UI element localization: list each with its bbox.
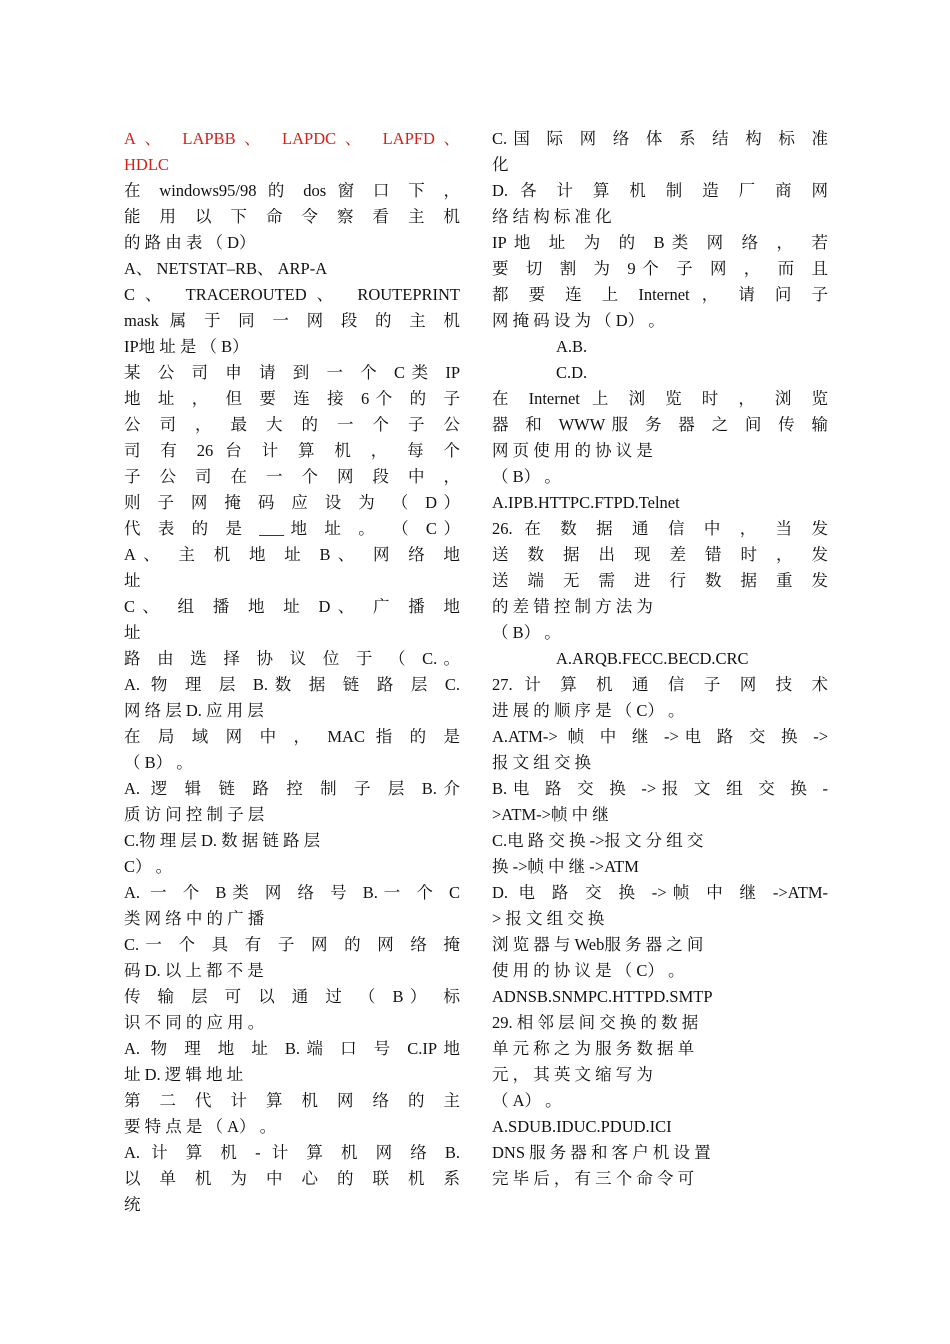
text-line: A、 NETSTAT–RB、 ARP-A — [124, 259, 328, 278]
text-line: 司 有 26 台 计 算 机 ， 每 个 — [124, 441, 460, 460]
text-line: （ B） 。 — [124, 753, 193, 772]
text-line: 在 windows95/98 的 dos 窗 口 下 ， — [124, 181, 460, 200]
text-line: 公 司 ， 最 大 的 一 个 子 公 — [124, 415, 460, 434]
text-line: 单 元 称 之 为 服 务 数 据 单 — [492, 1039, 695, 1058]
text-line: （ B） 。 — [492, 623, 561, 642]
text-line: （ A） 。 — [492, 1091, 562, 1110]
text-line: A. 物 理 地 址 B.端 口 号 C.IP地 — [124, 1039, 460, 1058]
right-text-column — [492, 126, 828, 1192]
text-line: C.电 路 交 换 ->报 文 分 组 交 — [492, 831, 704, 850]
text-line: （ B） 。 — [492, 467, 561, 486]
text-line: 网 掩 码 设 为 （ D） 。 — [492, 311, 665, 330]
text-line: 的 路 由 表 （ D） — [124, 233, 256, 252]
text-line: 代 表 的 是 ___地 址 。 （ C） — [124, 519, 460, 538]
text-line: 送 数 据 出 现 差 错 时 ， 发 — [492, 545, 828, 564]
text-line: 某 公 司 申 请 到 一 个 C类 IP — [124, 363, 460, 382]
text-line: 在 Internet 上 浏 览 时 ， 浏 览 — [492, 389, 828, 408]
text-line: 类 网 络 中 的 广 播 — [124, 909, 265, 928]
text-line: mask 属 于 同 一 网 段 的 主 机 — [124, 311, 460, 330]
text-line: C） 。 — [124, 857, 173, 876]
text-line: 质 访 问 控 制 子 层 — [124, 805, 265, 824]
text-line: 报 文 组 交 换 — [492, 753, 591, 772]
text-line: A. 物 理 层 B.数 据 链 路 层 C. — [124, 675, 460, 694]
text-line: B.电 路 交 换 ->报 文 组 交 换 - — [492, 779, 828, 798]
text-line: A、 主 机 地 址 B、 网 络 地 — [124, 545, 460, 564]
text-line: 换 ->帧 中 继 ->ATM — [492, 857, 639, 876]
text-line: A.ARQB.FECC.BECD.CRC — [556, 649, 749, 668]
text-line: IP地 址 为 的 B类 网 络 ， 若 — [492, 233, 828, 252]
text-line: DNS 服 务 器 和 客 户 机 设 置 — [492, 1143, 711, 1162]
text-line: 子 公 司 在 一 个 网 段 中 ， — [124, 467, 460, 486]
text-line: 第 二 代 计 算 机 网 络 的 主 — [124, 1091, 460, 1110]
text-line: 29. 相 邻 层 间 交 换 的 数 据 — [492, 1013, 699, 1032]
text-line: 地 址 ， 但 要 连 接 6个 的 子 — [124, 389, 460, 408]
text-line: 器 和 WWW服 务 器 之 间 传 输 — [492, 415, 828, 434]
text-line: 都 要 连 上 Internet ， 请 问 子 — [492, 285, 828, 304]
left-text-column — [124, 126, 460, 1218]
text-line: A、 LAPBB、 LAPDC、 LAPFD、 — [124, 129, 460, 148]
text-line: A.SDUB.IDUC.PDUD.ICI — [492, 1117, 672, 1136]
text-line: 在 局 域 网 中 ， MAC 指 的 是 — [124, 727, 460, 746]
text-line: C.一 个 具 有 子 网 的 网 络 掩 — [124, 935, 460, 954]
text-line: 能 用 以 下 命 令 察 看 主 机 — [124, 207, 460, 226]
text-line: 址 — [124, 571, 141, 590]
text-line: 网 页 使 用 的 协 议 是 — [492, 441, 653, 460]
text-line: 以 单 机 为 中 心 的 联 机 系 — [124, 1169, 460, 1188]
text-line: 址 D. 逻 辑 地 址 — [124, 1065, 244, 1084]
text-line: 址 — [124, 623, 141, 642]
text-line: 码 D. 以 上 都 不 是 — [124, 961, 264, 980]
text-line: A. 一 个 B类 网 络 号 B.一 个 C — [124, 883, 460, 902]
text-line: 则 子 网 掩 码 应 设 为 （ D） — [124, 493, 460, 512]
text-line: 化 — [492, 155, 509, 174]
text-line: C.D. — [556, 363, 588, 382]
text-line: > 报 文 组 交 换 — [492, 909, 605, 928]
text-line: 浏 览 器 与 Web服 务 器 之 间 — [492, 935, 704, 954]
text-line: C.国 际 网 络 体 系 结 构 标 准 — [492, 129, 828, 148]
text-line: ADNSB.SNMPC.HTTPD.SMTP — [492, 987, 713, 1006]
text-line: 26. 在 数 据 通 信 中 ， 当 发 — [492, 519, 828, 538]
text-line: 识 不 同 的 应 用 。 — [124, 1013, 265, 1032]
text-line: C、 TRACEROUTED、 ROUTEPRINT — [124, 285, 460, 304]
text-line: 进 展 的 顺 序 是 （ C） 。 — [492, 701, 685, 720]
text-line: 路 由 选 择 协 议 位 于 （ C.。 — [124, 649, 460, 668]
text-line: D. 电 路 交 换 ->帧 中 继 ->ATM- — [492, 883, 828, 902]
text-line: HDLC — [124, 155, 169, 174]
text-line: 要 切 割 为 9个 子 网 ， 而 且 — [492, 259, 828, 278]
text-line: 使 用 的 协 议 是 （ C） 。 — [492, 961, 685, 980]
text-line: >ATM->帧 中 继 — [492, 805, 609, 824]
text-line: A. 计 算 机 - 计 算 机 网 络 B. — [124, 1143, 460, 1162]
text-line: A. 逻 辑 链 路 控 制 子 层 B.介 — [124, 779, 460, 798]
text-line: C.物 理 层 D. 数 据 链 路 层 — [124, 831, 321, 850]
text-line: 络 结 构 标 准 化 — [492, 207, 612, 226]
text-line: 元 ， 其 英 文 缩 写 为 — [492, 1065, 653, 1084]
text-line: C、 组 播 地 址 D、 广 播 地 — [124, 597, 460, 616]
text-line: A.B. — [556, 337, 588, 356]
text-line: A.IPB.HTTPC.FTPD.Telnet — [492, 493, 680, 512]
text-line: 网 络 层 D. 应 用 层 — [124, 701, 264, 720]
text-line: 统 — [124, 1195, 141, 1214]
text-line: A.ATM-> 帧 中 继 ->电 路 交 换 -> — [492, 727, 828, 746]
text-line: 传 输 层 可 以 通 过 （ B） 标 — [124, 987, 460, 1006]
text-line: IP地 址 是 （ B） — [124, 337, 249, 356]
text-line: 要 特 点 是 （ A） 。 — [124, 1117, 277, 1136]
text-line: 送 端 无 需 进 行 数 据 重 发 — [492, 571, 828, 590]
text-line: 完 毕 后 ， 有 三 个 命 令 可 — [492, 1169, 695, 1188]
text-line: 27. 计 算 机 通 信 子 网 技 术 — [492, 675, 828, 694]
text-line: 的 差 错 控 制 方 法 为 — [492, 597, 653, 616]
text-line: D. 各 计 算 机 制 造 厂 商 网 — [492, 181, 828, 200]
